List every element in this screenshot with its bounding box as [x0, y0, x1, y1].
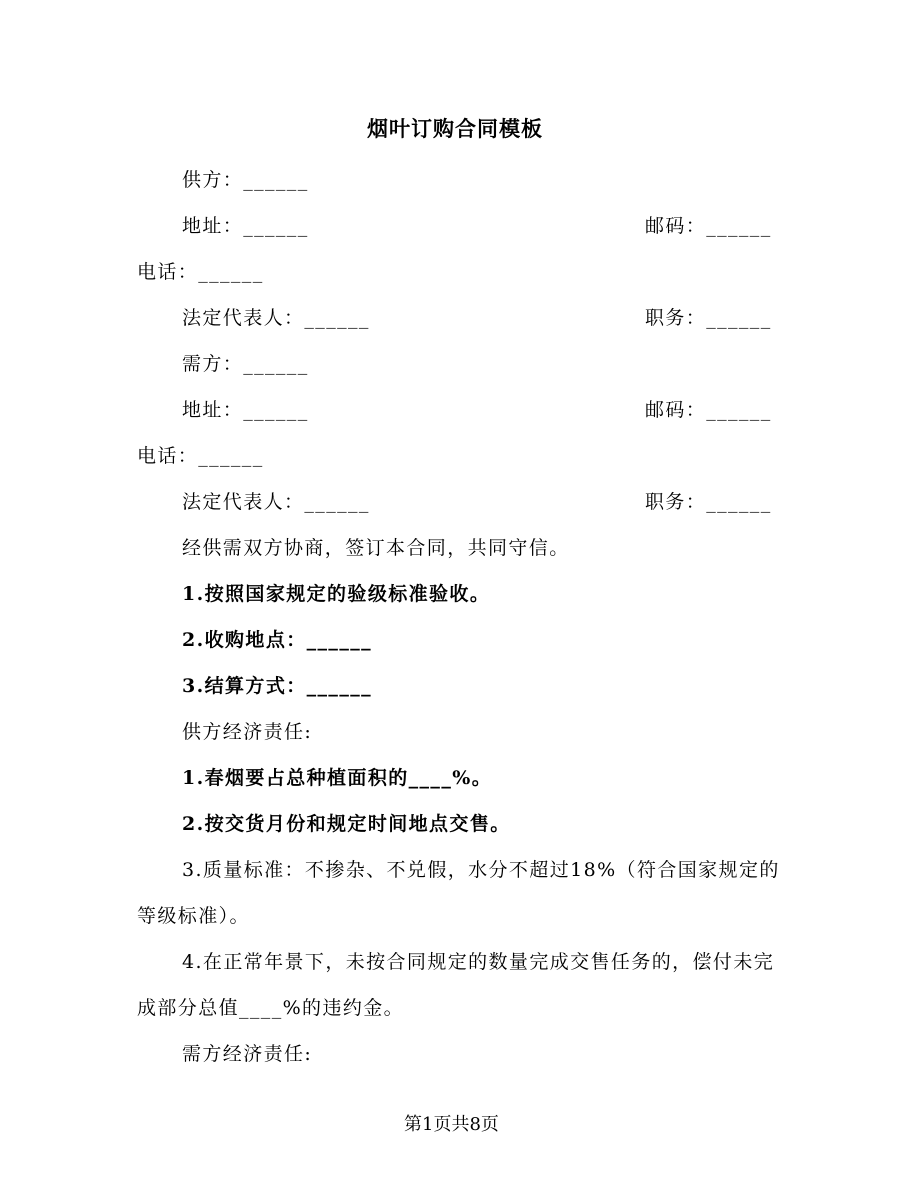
supplier-duty-spring-tobacco: 1.春烟要占总种植面积的____%。 — [182, 767, 493, 789]
term-inspection: 1.按照国家规定的验级标准验收。 — [182, 583, 491, 605]
buyer-party-field: 需方：______ — [182, 353, 309, 375]
quality-standard-line-1: 3.质量标准：不掺杂、不兑假，水分不超过18%（符合国家规定的 — [182, 859, 780, 881]
penalty-clause-line-2: 成部分总值____%的违约金。 — [137, 997, 405, 1019]
buyer-address-field: 地址：______ — [182, 399, 309, 421]
quality-standard-line-2: 等级标准）。 — [137, 905, 250, 927]
buyer-representative-field: 法定代表人：______ — [182, 491, 370, 513]
supplier-phone-field: 电话：______ — [137, 261, 264, 283]
supplier-postcode-field: 邮码：______ — [645, 215, 772, 237]
buyer-postcode-field: 邮码：______ — [645, 399, 772, 421]
document-title: 烟叶订购合同模板 — [367, 116, 543, 141]
supplier-party-field: 供方：______ — [182, 169, 309, 191]
term-purchase-location: 2.收购地点：______ — [182, 629, 373, 651]
buyer-position-field: 职务：______ — [645, 491, 772, 513]
term-settlement-method: 3.结算方式：______ — [182, 675, 373, 697]
page-number-footer: 第1页共8页 — [404, 1114, 499, 1135]
supplier-representative-field: 法定代表人：______ — [182, 307, 370, 329]
preamble-paragraph: 经供需双方协商，签订本合同，共同守信。 — [182, 537, 570, 559]
supplier-position-field: 职务：______ — [645, 307, 772, 329]
supplier-address-field: 地址：______ — [182, 215, 309, 237]
penalty-clause-line-1: 4.在正常年景下，未按合同规定的数量完成交售任务的，偿付未完 — [182, 951, 775, 973]
supplier-duty-delivery: 2.按交货月份和规定时间地点交售。 — [182, 813, 511, 835]
supplier-duties-heading: 供方经济责任: — [182, 721, 313, 743]
buyer-phone-field: 电话：______ — [137, 445, 264, 467]
buyer-duties-heading: 需方经济责任: — [182, 1043, 313, 1065]
